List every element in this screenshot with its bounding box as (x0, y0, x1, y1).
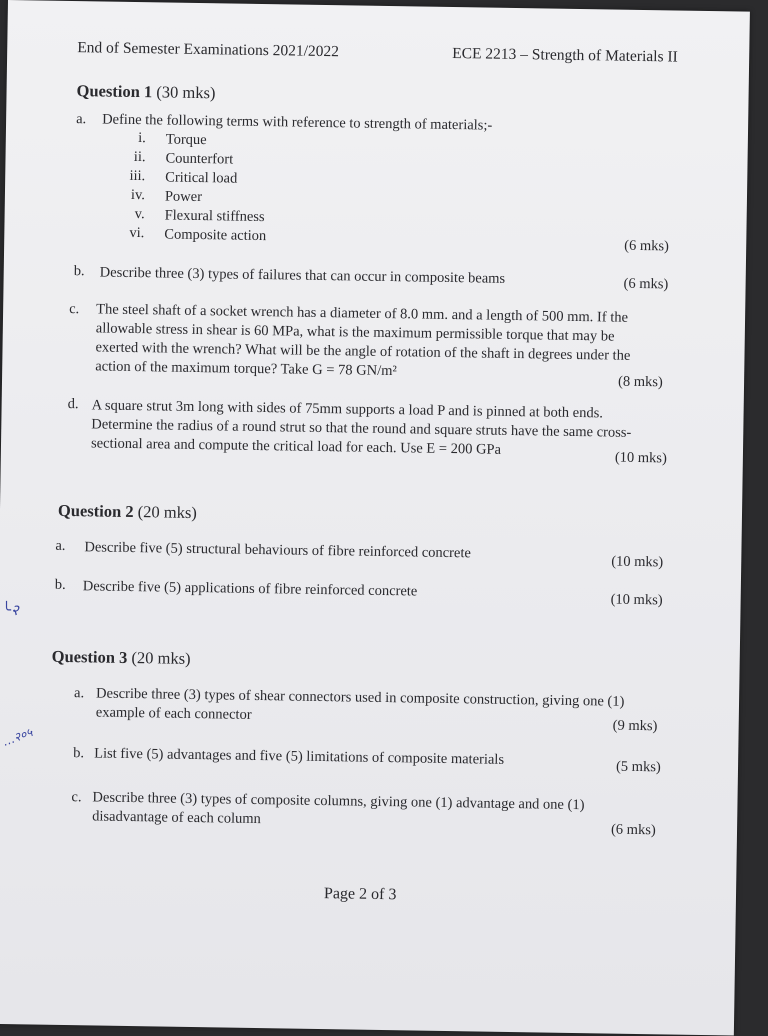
q3c-label: c. (71, 789, 82, 806)
q2a-label: a. (55, 537, 66, 554)
q1a-item-text: Power (164, 188, 203, 206)
q1d-text-line: sectional area and compute the critical load for each. Use E = 200 GPa (90, 435, 502, 458)
q2b-label: b. (54, 576, 66, 593)
q1a-item-num: v. (134, 206, 145, 223)
q3c-text-line: disadvantage of each column (92, 808, 261, 828)
q3c-text-line: Describe three (3) types of composite columns, giving one (1) advantage and one (1) (92, 789, 585, 814)
question-2-title (58, 501, 197, 523)
question-2-label: Question 2 (57, 500, 134, 522)
q1a-item-num: i. (138, 130, 146, 147)
q1b-text: Describe three (3) types of failures that can occur in composite beams (99, 264, 506, 287)
q1d-text-line: A square strut 3m long with sides of 75mm supports a load P and is pinned at both ends. (91, 397, 604, 422)
question-3-title (52, 647, 191, 669)
q1a-item-text: Counterfort (165, 150, 234, 168)
q1a-item-num: ii. (133, 148, 146, 166)
question-3-label: Question 3 (51, 646, 128, 667)
question-1-title (76, 81, 215, 103)
q3b-text: List five (5) advantages and five (5) limitations of composite materials (94, 745, 505, 768)
q1b-marks: (6 mks) (623, 275, 669, 293)
q2b-text: Describe five (5) applications of fibre reinforced concrete (82, 578, 418, 600)
q1a-item-num: iv. (130, 186, 146, 204)
q1c-label: c. (69, 300, 80, 318)
q1a-item-text: Composite action (164, 226, 267, 245)
question-1-marks: (30 mks) (156, 82, 216, 103)
question-2-marks: (20 mks) (137, 502, 198, 523)
q1a-item-text: Torque (165, 131, 207, 149)
q1c-marks: (8 mks) (617, 373, 663, 391)
question-3-marks: (20 mks) (131, 648, 191, 668)
q1a-item-text: Flexural stiffness (164, 207, 265, 226)
q2a-text: Describe five (5) structural behaviours of fibre reinforced concrete (84, 539, 471, 562)
page-number: Page 2 of 3 (323, 885, 397, 904)
q3c-marks: (6 mks) (610, 821, 656, 839)
q1d-label: d. (67, 395, 79, 413)
q3a-label: a. (73, 685, 85, 702)
margin-note: ╰२ (2, 601, 19, 619)
q1a-item-num: iii. (129, 167, 146, 185)
q1d-text-line: Determine the radius of a round strut so that the round and square struts have the same cross- (91, 416, 632, 441)
margin-note: …२०५ (0, 725, 35, 749)
q1a-item-num: vi. (129, 224, 145, 242)
q2a-marks: (10 mks) (611, 553, 664, 571)
q1c-text-line: exerted with the wrench? What will be the angle of rotation of the shaft in degrees under the (95, 339, 631, 364)
q1d-marks: (10 mks) (614, 449, 667, 467)
q3b-label: b. (73, 745, 85, 762)
q3a-marks: (9 mks) (612, 717, 658, 735)
q3b-marks: (5 mks) (615, 758, 661, 776)
q3a-text-line: Describe three (3) types of shear connectors used in composite construction, giving one (1) (95, 685, 625, 710)
header-exam-title: End of Semester Examinations 2021/2022 (77, 39, 340, 61)
q1a-text: Define the following terms with reference to strength of materials;- (102, 111, 493, 134)
q1a-label: a. (76, 111, 87, 128)
q1b-label: b. (73, 263, 85, 280)
q3a-text-line: example of each connector (95, 704, 252, 723)
header-course: ECE 2213 – Strength of Materials II (452, 44, 678, 66)
q1c-text-line: allowable stress in shear is 60 MPa, what is the maximum permissible torque that may be (95, 320, 615, 345)
q2b-marks: (10 mks) (610, 591, 663, 609)
q1a-item-text: Critical load (165, 169, 238, 187)
q1c-text-line: The steel shaft of a socket wrench has a diameter of 8.0 mm. and a length of 500 mm. If the (96, 301, 629, 326)
question-1-label: Question 1 (76, 81, 153, 102)
q1c-text-line: action of the maximum torque? Take G = 78 GN/m² (95, 358, 397, 380)
q1a-marks: (6 mks) (624, 237, 670, 255)
